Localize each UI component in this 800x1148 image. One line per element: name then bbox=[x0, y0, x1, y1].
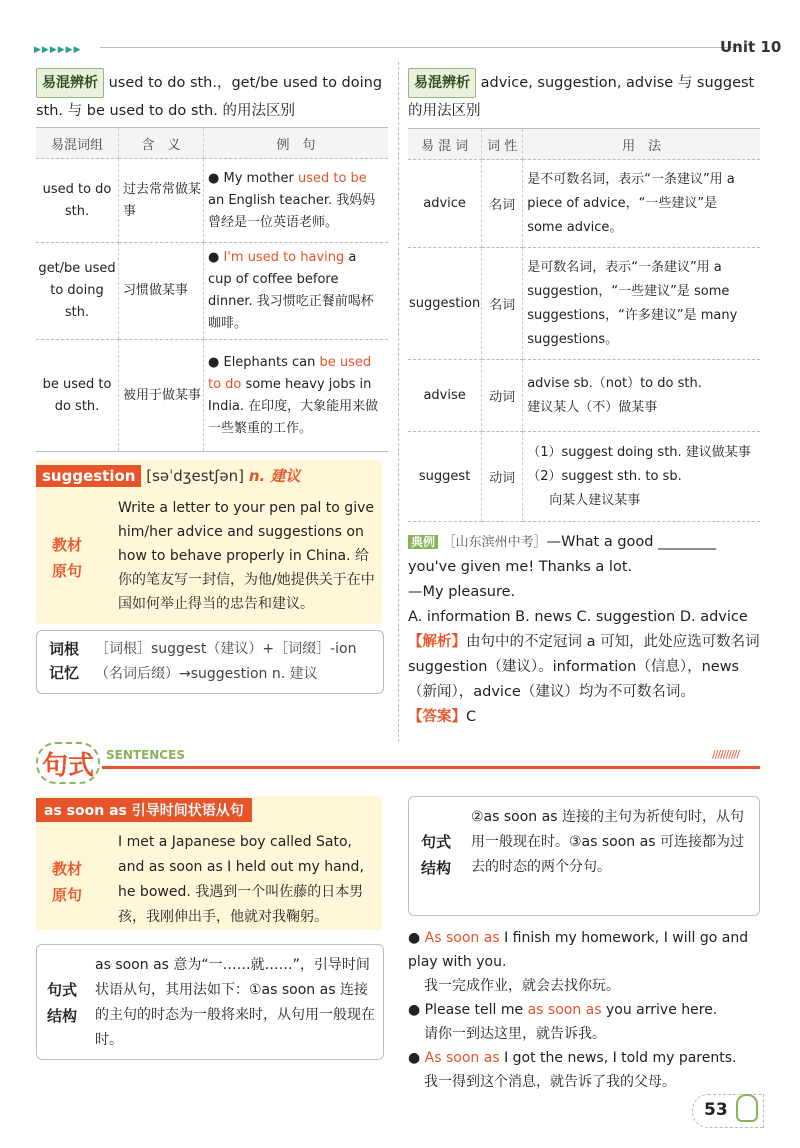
col-header: 易混词组 bbox=[36, 128, 119, 159]
balloon-icon bbox=[736, 1094, 758, 1122]
structure-box-left bbox=[36, 944, 384, 1060]
stripes-decoration: ////////// bbox=[712, 748, 740, 761]
memory-label: 词根记忆 bbox=[49, 640, 80, 682]
memory-box bbox=[36, 630, 384, 694]
confusable-tag: 易混辨析 bbox=[36, 68, 104, 98]
usage-cell: 是可数名词，表示“一条建议”用 a suggestion，“一些建议”是 some suggestions，“许多建议”是 many suggestions。 bbox=[523, 248, 760, 360]
section-header bbox=[36, 742, 760, 782]
col-header: 易 混 词 bbox=[408, 129, 482, 160]
left-table bbox=[36, 127, 388, 452]
table-row bbox=[408, 432, 760, 522]
usage-cell: 是不可数名词，表示“一条建议”用 a piece of advice，“一些建议”是 some advice。 bbox=[523, 160, 760, 248]
memory-text: ［词根］suggest（建议）+［词缀］-ion（名词后缀）→suggestion n. 建议 bbox=[95, 641, 357, 682]
phrase-cell: get/be used to doing sth. bbox=[36, 243, 119, 340]
sentence-box bbox=[36, 796, 382, 930]
sentence-text: I met a Japanese boy called Sato, and as soon as I held out my hand, he bowed. 我遇到一个叫佐藤的日本男孩，我刚伸出手，他就对我鞠躬。 bbox=[118, 834, 364, 925]
answer-text: C bbox=[466, 709, 477, 725]
word-cell: suggest bbox=[408, 432, 482, 522]
structure-text: ②as soon as 连接的主句为祈使句时，从句用一般现在时。③as soon as 可连接都为过去的时态的两个分句。 bbox=[471, 809, 744, 875]
unit-label: Unit 10 bbox=[720, 38, 782, 56]
sentence-header: as soon as 引导时间状语从句 bbox=[36, 798, 252, 822]
table-row bbox=[408, 248, 760, 360]
answer-label: 【答案】 bbox=[408, 709, 466, 725]
header-decoration: ▶▶▶▶▶▶ bbox=[34, 40, 734, 54]
word-cell: advice bbox=[408, 160, 482, 248]
phrase-cell: used to do sth. bbox=[36, 159, 119, 243]
col-header: 用 法 bbox=[523, 129, 760, 160]
list-item: ● Please tell me as soon as you arrive here. 请你一到达这里，就告诉我。 bbox=[408, 1002, 718, 1042]
pos-cell: 名词 bbox=[482, 160, 523, 248]
col-header: 含 义 bbox=[119, 128, 204, 159]
table-row bbox=[408, 160, 760, 248]
page-number: 53 bbox=[704, 1100, 728, 1120]
example-options: A. information B. news C. suggestion D. advice bbox=[408, 609, 748, 625]
pos-cell: 动词 bbox=[482, 360, 523, 432]
example-block bbox=[408, 530, 760, 730]
vocab-word: suggestion bbox=[36, 465, 141, 487]
meaning-cell: 被用于做某事 bbox=[119, 340, 204, 452]
vocab-text: Write a letter to your pen pal to give him/her advice and suggestions on how to behave properly in China. 给你的笔友写一封信，为他/她提供关于在中国如何举止得当的忠告和建议。 bbox=[118, 500, 375, 612]
table-row bbox=[36, 159, 388, 243]
page-number-badge bbox=[692, 1090, 768, 1130]
analysis-label: 【解析】 bbox=[408, 634, 466, 650]
vocab-phonetic: [səˈdʒestʃən] bbox=[146, 467, 245, 485]
structure-text: as soon as 意为“一……就……”，引导时间状语从句，其用法如下：①as soon as 连接的主句的时态为一般将来时，从句用一般现在时。 bbox=[95, 957, 375, 1048]
section-subtitle: SENTENCES bbox=[106, 748, 185, 762]
textbook-label: 教材原句 bbox=[52, 860, 83, 904]
confusable-tag: 易混辨析 bbox=[408, 68, 476, 98]
vocab-meaning: n. 建议 bbox=[248, 467, 301, 485]
table-row bbox=[36, 340, 388, 452]
example-cell: ● My mother used to be an English teacher. 我妈妈曾经是一位英语老师。 bbox=[204, 159, 389, 243]
word-cell: suggestion bbox=[408, 248, 482, 360]
phrase-cell: be used to do sth. bbox=[36, 340, 119, 452]
col-header: 词 性 bbox=[482, 129, 523, 160]
table-row bbox=[36, 243, 388, 340]
example-q2: you've given me! Thanks a lot. bbox=[408, 559, 633, 575]
usage-cell: advise sb.（not）to do sth. 建议某人（不）做某事 bbox=[523, 360, 760, 432]
structure-box-right bbox=[408, 796, 760, 916]
example-q3: —My pleasure. bbox=[408, 584, 516, 600]
table-row bbox=[408, 360, 760, 432]
col-header: 例 句 bbox=[204, 128, 389, 159]
example-q1: —What a good ________ bbox=[546, 534, 717, 550]
meaning-cell: 习惯做某事 bbox=[119, 243, 204, 340]
analysis-text: 由句中的不定冠词 a 可知，此处应选可数名词 suggestion（建议）。information（信息），news（新闻），advice（建议）均为不可数名词。 bbox=[408, 634, 760, 700]
pos-cell: 名词 bbox=[482, 248, 523, 360]
vocab-box bbox=[36, 460, 382, 624]
right-table bbox=[408, 128, 760, 522]
meaning-cell: 过去常常做某事 bbox=[119, 159, 204, 243]
example-tag: 典例 bbox=[408, 535, 438, 549]
left-title bbox=[36, 68, 388, 124]
word-cell: advise bbox=[408, 360, 482, 432]
example-cell: ● I'm used to having a cup of coffee before dinner. 我习惯吃正餐前喝杯咖啡。 bbox=[204, 243, 389, 340]
list-item: ● As soon as I finish my homework, I will go and play with you. 我一完成作业，就会去找你玩。 bbox=[408, 930, 749, 994]
column-divider bbox=[398, 62, 399, 742]
usage-cell: （1）suggest doing sth. 建议做某事 （2）suggest sth. to sb. 向某人建议某事 bbox=[523, 432, 760, 522]
right-title-text: advice, suggestion, advise 与 suggest 的用法区别 bbox=[408, 75, 755, 119]
example-bullets bbox=[408, 926, 764, 1094]
example-source: ［山东滨州中考］ bbox=[442, 535, 547, 550]
textbook-label: 教材原句 bbox=[52, 536, 83, 580]
structure-label: 句式结构 bbox=[421, 833, 452, 877]
pos-cell: 动词 bbox=[482, 432, 523, 522]
right-title bbox=[408, 68, 758, 124]
section-title: 句式 bbox=[42, 751, 95, 781]
list-item: ● As soon as I got the news, I told my parents. 我一得到这个消息，就告诉了我的父母。 bbox=[408, 1050, 737, 1090]
left-title-text: used to do sth.，get/be used to doing sth. 与 be used to do sth. 的用法区别 bbox=[36, 75, 383, 119]
structure-label: 句式结构 bbox=[47, 981, 78, 1025]
example-cell: ● Elephants can be used to do some heavy jobs in India. 在印度，大象能用来做一些繁重的工作。 bbox=[204, 340, 389, 452]
